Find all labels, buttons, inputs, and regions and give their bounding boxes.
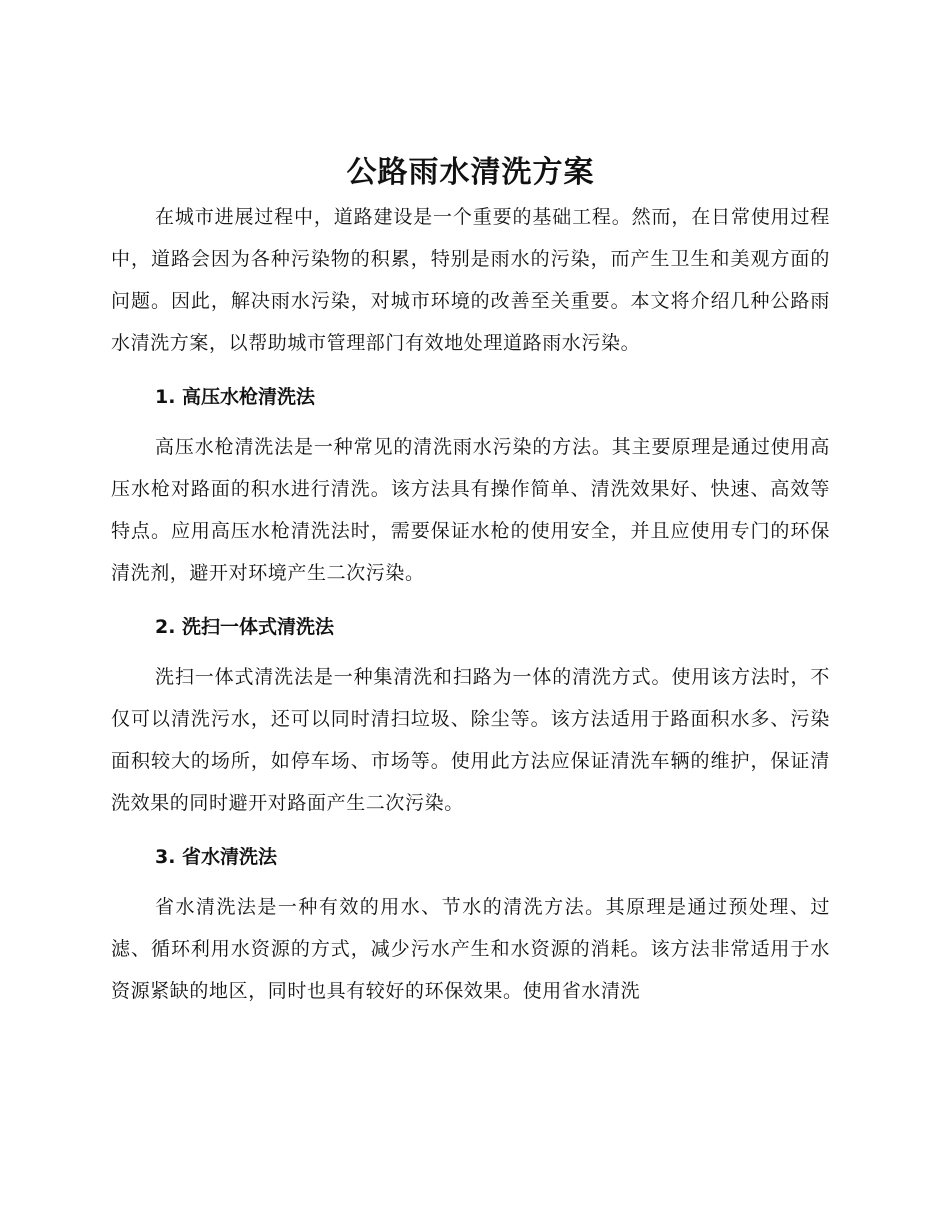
section-body-3: 省水清洗法是一种有效的用水、节水的清洗方法。其原理是通过预处理、过滤、循环利用水资源的方式，减少污水产生和水资源的消耗。该方法非常适用于水资源紧缺的地区，同时也具有较好的环保效果。使用省水清洗 [111,896,830,1002]
section-body-1: 高压水枪清洗法是一种常见的清洗雨水污染的方法。其主要原理是通过使用高压水枪对路面的积水进行清洗。该方法具有操作简单、清洗效果好、快速、高效等特点。应用高压水枪清洗法时，需要保证水枪的使用安全，并且应使用专门的环保清洗剂，避开对环境产生二次污染。 [111,436,830,584]
intro-paragraph: 在城市进展过程中，道路建设是一个重要的基础工程。然而，在日常使用过程中，道路会因为各种污染物的积累，特别是雨水的污染，而产生卫生和美观方面的问题。因此，解决雨水污染，对城市环境的改善至关重要。本文将介绍几种公路雨水清洗方案，以帮助城市管理部门有效地处理道路雨水污染。 [111,206,830,354]
section-heading-2: 2. 洗扫一体式清洗法 [155,616,335,638]
section-heading-1: 1. 高压水枪清洗法 [155,386,316,408]
section-heading-3: 3. 省水清洗法 [155,846,278,868]
section-body-2: 洗扫一体式清洗法是一种集清洗和扫路为一体的清洗方式。使用该方法时，不仅可以清洗污水，还可以同时清扫垃圾、除尘等。该方法适用于路面积水多、污染面积较大的场所，如停车场、市场等。使用此方法应保证清洗车辆的维护，保证清洗效果的同时避开对路面产生二次污染。 [111,666,830,814]
document-title: 公路雨水清洗方案 [346,155,595,190]
